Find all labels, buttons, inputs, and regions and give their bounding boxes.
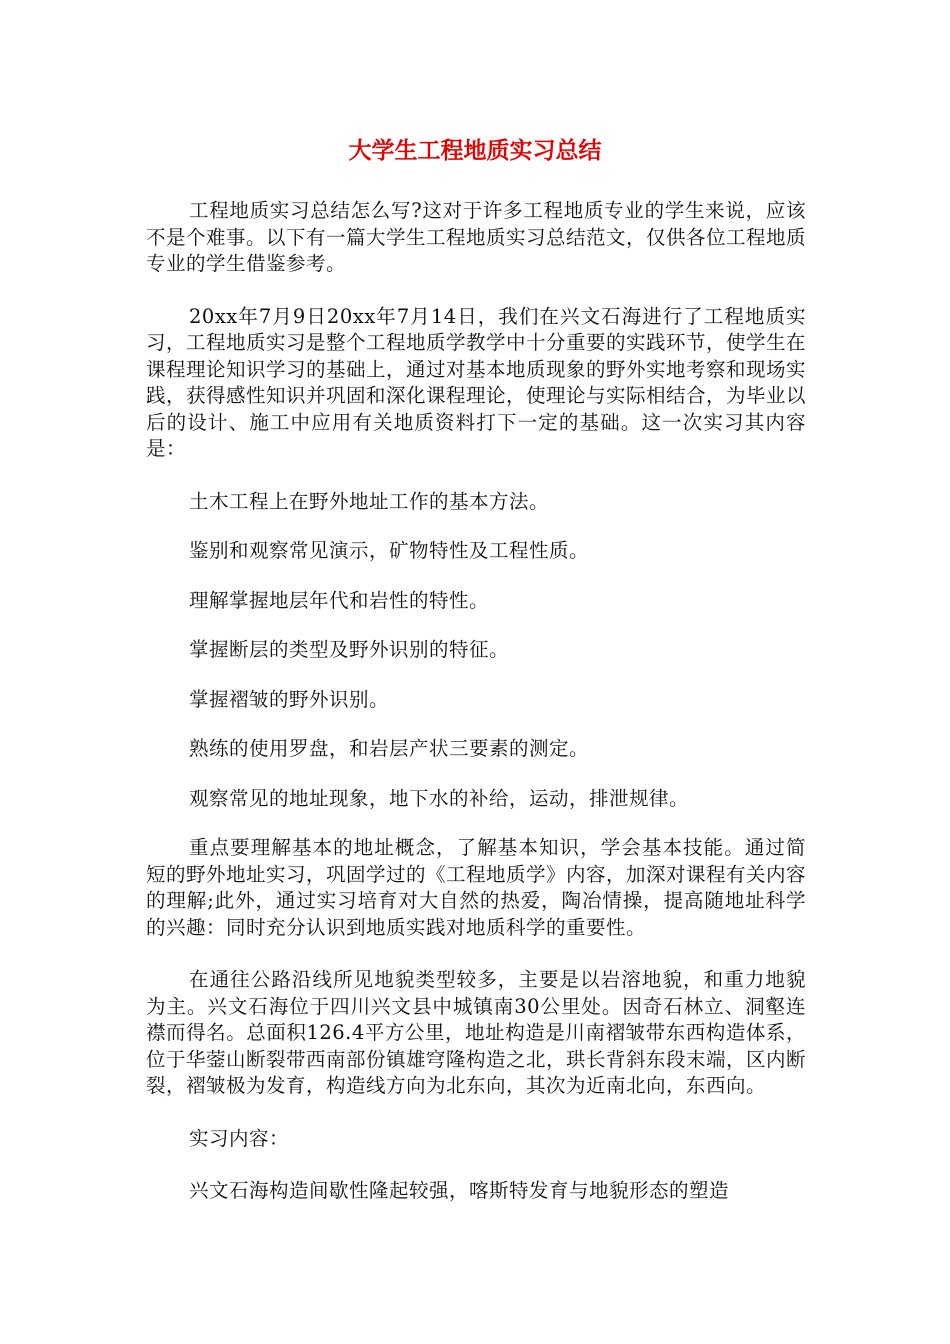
list-item-strata: 理解掌握地层年代和岩性的特性。: [189, 588, 490, 612]
paragraph-overview: 20xx年7月9日20xx年7月14日，我们在兴文石海进行了工程地质实习，工程地质实习是整个工程地质学教学中十分重要的实践环节，使学生在课程理论知识学习的基础上，通过对基本地质现象的野外实地考察和现场实践，获得感性知识并巩固和深化课程理论，使理论与实际相结合，为毕业以后的设计、施工中应用有关地质资料打下一定的基础。这一次实习其内容是：: [146, 304, 807, 460]
list-item-minerals: 鉴别和观察常见演示，矿物特性及工程性质。: [189, 539, 590, 562]
list-item-methods: 土木工程上在野外地址工作的基本方法。: [189, 489, 550, 513]
list-item-folds: 掌握褶皱的野外识别。: [189, 687, 390, 711]
list-item-faults: 掌握断层的类型及野外识别的特征。: [189, 638, 510, 661]
paragraph-intro: 工程地质实习总结怎么写?这对于许多工程地质专业的学生来说，应该不是个难事。以下有一篇大学生工程地质实习总结范文，仅供各位工程地质专业的学生借鉴参考。: [146, 199, 807, 275]
paragraph-landforms: 在通往公路沿线所见地貌类型较多，主要是以岩溶地貌，和重力地貌为主。兴文石海位于四川兴文县中城镇南30公里处。因奇石林立、洞壑连襟而得名。总面积126.4平方公里，地址构造是川南褶皱带东西构造体系，位于华蓥山断裂带西南部份镇雄穹隆构造之北，珙长背斜东段末端，区内断裂，褶皱极为发育，构造线方向为北东向，其次为近南北向，东西向。: [146, 968, 807, 1097]
paragraph-tectonics: 兴文石海构造间歇性隆起较强，喀斯特发育与地貌形态的塑造: [189, 1179, 730, 1202]
list-item-groundwater: 观察常见的地址现象，地下水的补给，运动，排泄规律。: [189, 786, 690, 810]
document-body: [146, 198, 806, 1205]
paragraph-content-heading: 实习内容：: [189, 1126, 290, 1150]
list-item-compass: 熟练的使用罗盘，和岩层产状三要素的测定。: [189, 737, 590, 760]
paragraph-focus: 重点要理解基本的地址概念，了解基本知识，学会基本技能。通过简短的野外地址实习，巩固学过的《工程地质学》内容，加深对课程有关内容的理解;此外，通过实习培育对大自然的热爱，陶冶情操，提高随地址科学的兴趣：同时充分认识到地质实践对地质科学的重要性。: [146, 836, 807, 939]
document-title: 大学生工程地质实习总结: [348, 138, 602, 164]
